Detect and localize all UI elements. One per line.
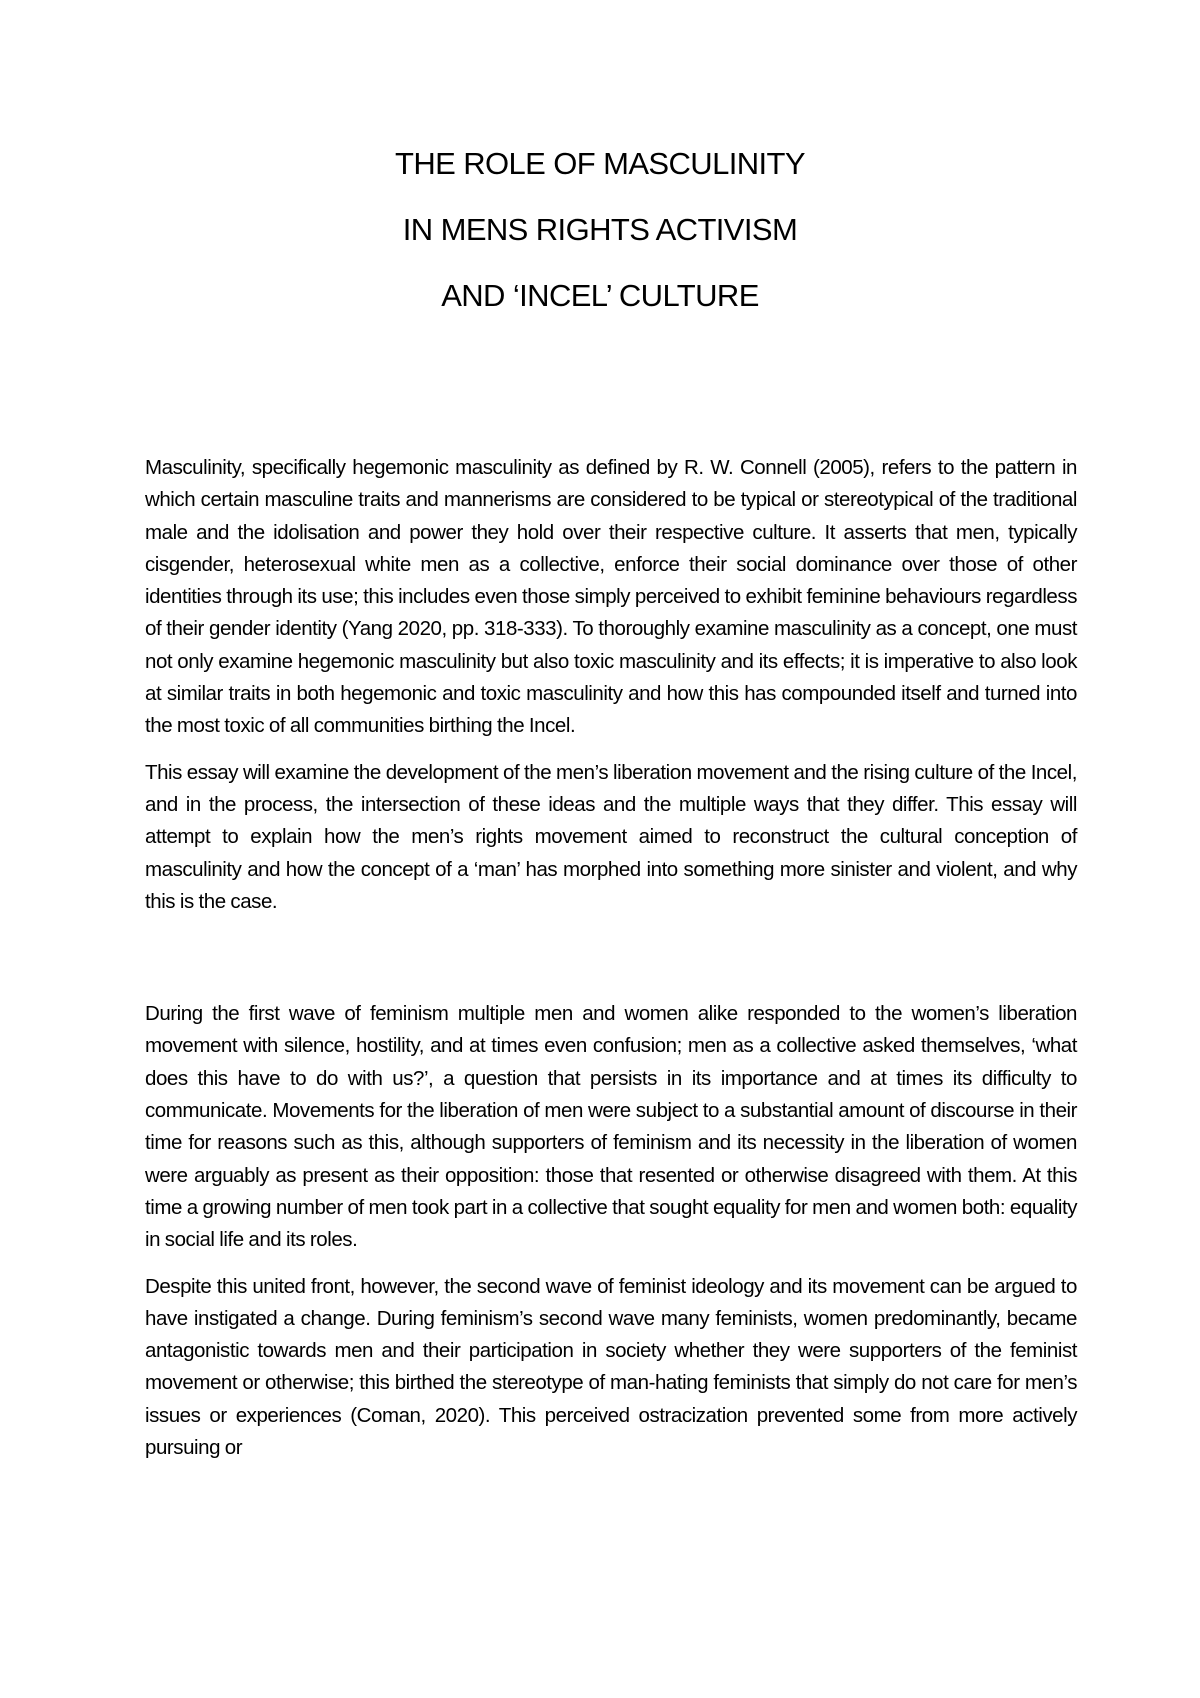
paragraph-first-wave: During the first wave of feminism multiple men and women alike responded to the women’s liberation movement with silence, hostility, and at times even confusion; men as a collective asked themselves, ‘what does this have to do with us?’, a question that persists in its importance and at times its difficulty to communicate. Movements for the liberation of men were subject to a substantial amount of discourse in their time for reasons such as this, although supporters of feminism and its necessity in the liberation of women were arguably as present as their opposition: those that resented or otherwise disagreed with them. At this time a growing number of men took part in a collective that sought equality for men and women both: equality in social life and its roles. bbox=[145, 1002, 1077, 1252]
paragraph-essay-overview: This essay will examine the development of the men’s liberation movement and the rising culture of the Incel, and in the process, the intersection of these ideas and the multiple ways that they differ. This essay will attempt to explain how the men’s rights movement aimed to reconstruct the cultural conception of masculinity and how the concept of a ‘man’ has morphed into something more sinister and violent, and why this is the case. bbox=[145, 760, 1077, 913]
document-title bbox=[0, 148, 1200, 346]
paragraph-second-wave: Despite this united front, however, the second wave of feminist ideology and its movement can be argued to have instigated a change. During feminism’s second wave many feminists, women predominantly, became antagonistic towards men and their participation in society whether they were supporters of the feminist movement or otherwise; this birthed the stereotype of man-hating feminists that simply do not care for men’s issues or experiences (Coman, 2020). This perceived ostracization prevented some from more actively pursuing or bbox=[145, 1274, 1077, 1460]
paragraph-intro: Masculinity, specifically hegemonic masculinity as defined by R. W. Connell (2005), refers to the pattern in which certain masculine traits and mannerisms are considered to be typical or stereotypical of the traditional male and the idolisation and power they hold over their respective culture. It asserts that men, typically cisgender, heterosexual white men as a collective, enforce their social dominance over those of other identities through its use; this includes even those simply perceived to exhibit feminine behaviours regardless of their gender identity (Yang 2020, pp. 318-333). To thoroughly examine masculinity as a concept, one must not only examine hegemonic masculinity but also toxic masculinity and its effects; it is imperative to also look at similar traits in both hegemonic and toxic masculinity and how this has compounded itself and turned into the most toxic of all communities birthing the Incel. bbox=[145, 456, 1077, 738]
title-line-2: IN MENS RIGHTS ACTIVISM bbox=[402, 212, 798, 247]
document-body bbox=[145, 452, 1077, 1464]
title-line-1: THE ROLE OF MASCULINITY bbox=[395, 146, 805, 181]
title-line-3: AND ‘INCEL’ CULTURE bbox=[441, 278, 759, 313]
